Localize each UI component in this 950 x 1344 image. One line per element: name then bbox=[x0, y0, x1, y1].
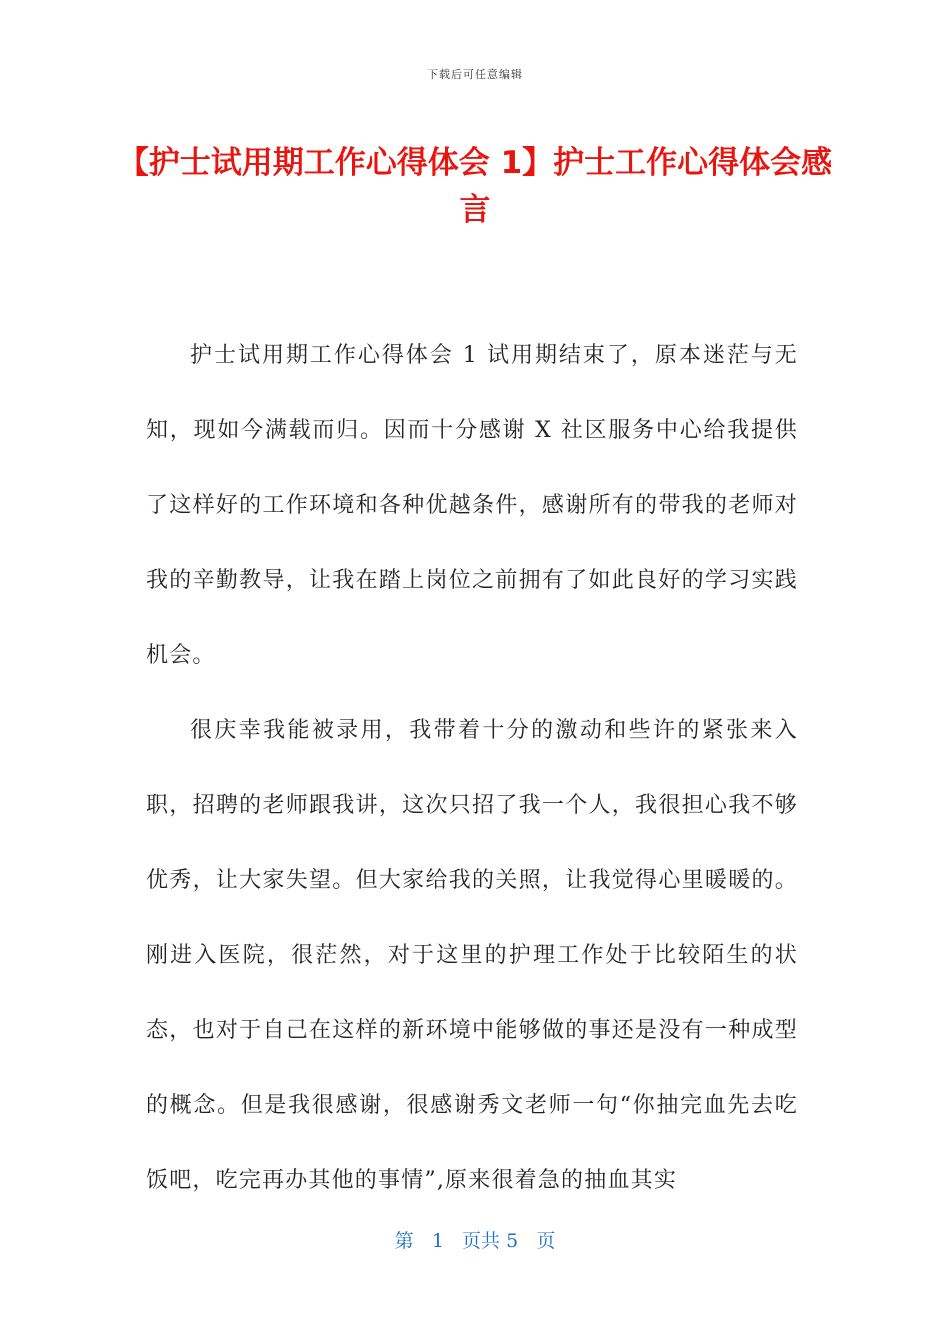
footer-mid: 页共 bbox=[462, 1230, 501, 1252]
page-footer bbox=[0, 1226, 950, 1253]
paragraph-1: 护士试用期工作心得体会 1 试用期结束了，原本迷茫与无知，现如今满载而归。因而十分感谢 X 社区服务中心给我提供了这样好的工作环境和各种优越条件，感谢所有的带我的老师对我的辛勤教导，让我在踏上岗位之前拥有了如此良好的学习实践机会。 bbox=[146, 343, 798, 668]
document-title: 【护士试用期工作心得体会 1】护士工作心得体会感言 bbox=[117, 145, 833, 228]
current-page-number: 1 bbox=[431, 1230, 444, 1252]
footer-suffix: 页 bbox=[536, 1230, 556, 1252]
total-pages-number: 5 bbox=[506, 1230, 519, 1252]
footer-prefix: 第 bbox=[394, 1230, 414, 1252]
header-note: 下载后可任意编辑 bbox=[427, 68, 523, 81]
document-body bbox=[146, 318, 798, 1218]
paragraph-2: 很庆幸我能被录用，我带着十分的激动和些许的紧张来入职，招聘的老师跟我讲，这次只招了我一个人，我很担心我不够优秀，让大家失望。但大家给我的关照，让我觉得心里暖暖的。刚进入医院，很茫然，对于这里的护理工作处于比较陌生的状态，也对于自己在这样的新环境中能够做的事还是没有一种成型的概念。但是我很感谢，很感谢秀文老师一句“你抽完血先去吃饭吧，吃完再办其他的事情”,原来很着急的抽血其实 bbox=[146, 718, 798, 1193]
